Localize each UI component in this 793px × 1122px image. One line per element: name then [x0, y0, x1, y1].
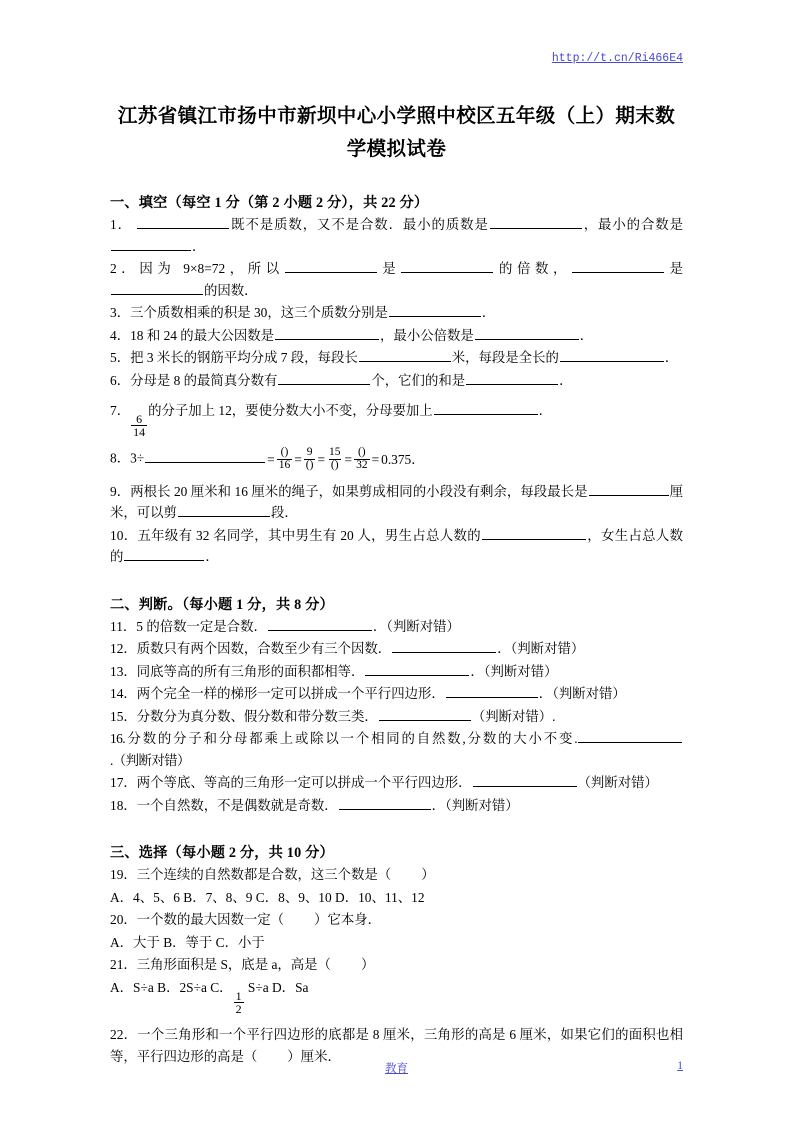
question-8-fraction-4-numerator: (): [357, 446, 366, 459]
question-20-options[interactable]: A．大于 B．等于 C．小于: [110, 934, 265, 950]
question-5-text-3: ．: [664, 350, 679, 365]
question-11-text-2: ．（判断对错）: [372, 618, 460, 634]
question-13-number: 13．: [110, 663, 137, 679]
question-11: [110, 616, 683, 638]
question-14-number: 14．: [110, 686, 137, 702]
question-21-options[interactable]: [110, 977, 683, 1015]
question-8-fraction-1-numerator: (): [280, 446, 289, 459]
question-19: [110, 864, 683, 886]
question-9-blank-2[interactable]: [178, 503, 270, 517]
question-2-blank-1[interactable]: [285, 259, 377, 273]
question-8: [110, 447, 683, 471]
question-17: [110, 772, 683, 794]
question-5-text-2: 米，每段是全长的: [451, 350, 559, 365]
question-4-blank-2[interactable]: [475, 326, 579, 340]
question-1-text-3: ．: [192, 238, 206, 254]
question-1-blank-1[interactable]: [137, 215, 229, 229]
question-2-text-3: 的倍数，: [494, 261, 572, 276]
question-21-option-c-fraction: [234, 990, 244, 1015]
question-1: [110, 214, 683, 257]
page-title-line-1: 江苏省镇江市扬中市新坝中心小学照中校区五年级（上）期末数: [117, 106, 676, 127]
question-3-text-1: 三个质数相乘的积是 30，这三个质数分别是: [130, 305, 388, 320]
question-1-number: 1．: [110, 217, 132, 232]
question-5-blank-1[interactable]: [359, 348, 451, 362]
question-8-fraction-3-numerator: 15: [329, 446, 341, 459]
question-15-number: 15．: [110, 708, 137, 724]
question-1-text-2: ，最小的合数是: [582, 217, 683, 232]
page-footer: [110, 1060, 683, 1078]
question-4: [110, 325, 683, 347]
question-5: [110, 347, 683, 369]
question-7-text-2: ．: [538, 403, 553, 418]
question-4-blank-1[interactable]: [275, 326, 379, 340]
question-17-text-1: 两个等底、等高的三角形一定可以拼成一个平行四边形．: [136, 775, 472, 791]
question-20-stem-before: 一个数的最大因数一定（: [136, 912, 285, 928]
question-12-text-1: 质数只有两个因数，合数至少有三个因数．: [136, 641, 392, 657]
question-8-fraction-2-denominator: (): [305, 459, 314, 472]
question-7-fraction-numerator: 6: [136, 412, 143, 426]
question-8-fraction-2-numerator: 9: [306, 446, 313, 459]
question-3-text-2: ．: [481, 305, 496, 320]
question-2-number: 2．: [110, 261, 140, 276]
question-14-text-2: ．（判断对错）: [538, 686, 626, 702]
question-5-text-1: 把 3 米长的钢筋平均分成 7 段，每段长: [130, 350, 358, 365]
question-14-blank-1[interactable]: [446, 684, 538, 698]
question-10-blank-2[interactable]: [124, 547, 204, 561]
question-12: [110, 638, 683, 660]
question-12-text-2: ．（判断对错）: [497, 641, 585, 657]
question-21-options-before: A．S÷a B．2S÷a C．: [110, 979, 233, 995]
question-13-blank-1[interactable]: [365, 662, 469, 676]
question-8-equals-3: =: [317, 451, 325, 467]
question-7-fraction: [131, 413, 147, 438]
question-5-blank-2[interactable]: [560, 348, 664, 362]
question-7-fraction-denominator: 14: [133, 425, 146, 440]
question-3-blank-1[interactable]: [389, 303, 481, 317]
question-17-number: 17．: [110, 775, 137, 791]
question-7: [110, 400, 683, 438]
question-10-text-1: 五年级有 32 名同学，其中男生有 20 人，男生占总人数的: [137, 527, 481, 543]
question-6-number: 6．: [110, 372, 131, 388]
question-8-equals-2: =: [294, 451, 302, 467]
page-title: [110, 100, 683, 166]
question-17-blank-1[interactable]: [473, 773, 577, 787]
question-11-text-1: 5 的倍数一定是合数．: [136, 618, 267, 634]
question-13: [110, 661, 683, 683]
question-2-text-5: 的因数．: [204, 282, 258, 298]
question-15-blank-1[interactable]: [379, 707, 471, 721]
question-16-number: 16.: [110, 731, 126, 747]
question-10-text-3: ．: [205, 549, 219, 565]
question-8-fraction-1: [277, 447, 293, 471]
question-4-number: 4．: [110, 327, 131, 343]
question-21-options-after: S÷a D．Sa: [244, 979, 309, 995]
question-2-text-1: 因为 9×8=72，所以: [139, 261, 284, 276]
question-9-text-3: 段．: [270, 505, 298, 521]
section-heading-multiple-choice: 三、选择（每小题 2 分，共 10 分）: [110, 845, 334, 862]
question-10: [110, 525, 683, 568]
question-21: [110, 954, 683, 976]
question-2-text-4: 是: [665, 261, 684, 276]
footer-education-link[interactable]: 教育: [385, 1063, 408, 1075]
question-9-blank-1[interactable]: [589, 482, 669, 496]
question-11-blank-1[interactable]: [268, 617, 372, 631]
question-8-equation: [266, 447, 426, 471]
page-title-line-2: 学模拟试卷: [346, 139, 447, 160]
question-6-blank-2[interactable]: [466, 371, 558, 385]
question-21-stem-after: ）: [360, 957, 375, 973]
question-18-number: 18．: [110, 797, 137, 813]
question-2-blank-3[interactable]: [572, 259, 664, 273]
question-7-blank-1[interactable]: [434, 401, 538, 415]
question-21-stem-before: 三角形面积是 S，底是 a，高是（: [136, 957, 331, 973]
question-8-fraction-4: [354, 447, 370, 471]
question-2-blank-4[interactable]: [111, 281, 203, 295]
question-13-text-1: 同底等高的所有三角形的面积都相等．: [136, 663, 365, 679]
question-8-fraction-3-denominator: (): [330, 459, 339, 472]
section-heading-true-false: 二、判断。（每小题 1 分，共 8 分）: [110, 596, 334, 613]
question-9-text-2: 厘米，可以剪: [110, 483, 684, 521]
question-5-number: 5．: [110, 350, 131, 365]
question-6-blank-1[interactable]: [278, 371, 370, 385]
question-10-text-2: ，女生占总人数的: [110, 527, 684, 565]
question-22-stem-before: 一个三角形和一个平行四边形的底都是 8 厘米，三角形的高是 6 厘米，如果它们的面积也相等，平行四边形的高是（: [110, 1027, 684, 1064]
source-url-link[interactable]: http://t.cn/Ri466E4: [551, 52, 683, 65]
question-10-number: 10．: [110, 527, 138, 543]
question-15-text-2: （判断对错）.: [471, 708, 556, 724]
question-8-equals-1: =: [267, 451, 275, 467]
question-21-option-c-fraction-denominator: 2: [235, 1002, 242, 1017]
question-17-text-2: （判断对错）: [577, 775, 658, 791]
question-9: [110, 481, 683, 524]
question-14-text-1: 两个完全一样的梯形一定可以拼成一个平行四边形．: [136, 686, 445, 702]
question-15: [110, 706, 683, 728]
question-19-number: 19．: [110, 867, 137, 883]
question-16: [110, 728, 683, 771]
question-16-text-2: .（判断对错）: [110, 752, 190, 768]
question-21-number: 21．: [110, 957, 137, 973]
question-12-number: 12．: [110, 641, 137, 657]
top-url-bar: [110, 0, 683, 70]
question-6-text-1: 分母是 8 的最简真分数有: [130, 372, 278, 388]
question-19-stem-after: ）: [421, 867, 435, 883]
question-8-lead: 3÷: [130, 450, 145, 466]
question-8-blank-1[interactable]: [145, 449, 265, 463]
question-8-fraction-4-denominator: 32: [356, 459, 368, 472]
question-9-number: 9．: [110, 483, 131, 499]
question-2: [110, 258, 683, 301]
question-22-stem-after: ）厘米．: [287, 1048, 341, 1064]
question-19-stem-before: 三个连续的自然数都是合数，这三个数是（: [136, 867, 392, 883]
question-8-number: 8．: [110, 450, 131, 466]
question-7-text-1: 的分子加上 12，要使分数大小不变，分母要加上: [148, 403, 433, 418]
question-8-equals-4: =: [344, 451, 353, 467]
question-6-text-2: 个，它们的和是: [371, 372, 466, 388]
question-7-number: 7．: [110, 403, 131, 418]
question-20-number: 20．: [110, 912, 137, 928]
question-1-blank-3[interactable]: [111, 237, 191, 251]
question-8-fraction-2: [304, 447, 316, 471]
question-8-fraction-3: [327, 447, 343, 471]
question-2-text-2: 是: [377, 261, 401, 276]
section-heading-fill-in-blank: 一、填空（每空 1 分（第 2 小题 2 分），共 22 分）: [110, 195, 429, 211]
footer-page-number: 1: [677, 1060, 683, 1072]
question-3-number: 3．: [110, 305, 131, 320]
question-18-blank-1[interactable]: [339, 796, 431, 810]
question-18-text-2: ．（判断对错）: [431, 797, 519, 813]
question-20-stem-after: ）它本身．: [314, 912, 382, 928]
question-22-number: 22．: [110, 1027, 138, 1043]
question-11-number: 11．: [110, 618, 137, 634]
question-16-text-1: 分数的分子和分母都乘上或除以一个相同的自然数,分数的大小不变.: [125, 731, 577, 747]
question-18-text-1: 一个自然数，不是偶数就是奇数．: [136, 797, 338, 813]
question-4-text-1: 18 和 24 的最大公因数是: [130, 327, 275, 343]
question-4-text-3: ．: [579, 327, 594, 343]
question-3: [110, 302, 683, 324]
question-8-fraction-1-denominator: 16: [278, 459, 291, 472]
question-13-text-2: ．（判断对错）: [470, 663, 558, 679]
question-4-text-2: ，最小公倍数是: [380, 327, 474, 343]
question-20: [110, 909, 683, 931]
question-9-text-1: 两根长 20 厘米和 16 厘米的绳子，如果剪成相同的小段没有剩余，每段最长是: [130, 483, 588, 499]
question-12-blank-1[interactable]: [392, 639, 496, 653]
question-2-blank-2[interactable]: [401, 259, 493, 273]
question-6: [110, 370, 683, 392]
question-21-option-c-fraction-numerator: 1: [235, 988, 242, 1003]
question-1-blank-2[interactable]: [490, 215, 582, 229]
question-14: [110, 683, 683, 705]
question-19-options[interactable]: A．4、5、6 B．7、8、9 C．8、9、10 D．10、11、12: [110, 889, 425, 905]
question-10-blank-1[interactable]: [482, 526, 586, 540]
question-16-blank-1[interactable]: [578, 729, 682, 743]
question-1-text-1: 既不是质数，又不是合数．最小的质数是: [230, 217, 489, 232]
question-15-text-1: 分数分为真分数、假分数和带分数三类．: [136, 708, 378, 724]
question-6-text-3: ．: [559, 372, 573, 388]
question-18: [110, 795, 683, 817]
question-8-equals-5: =: [371, 451, 380, 467]
question-8-result: 0.375．: [381, 451, 425, 467]
